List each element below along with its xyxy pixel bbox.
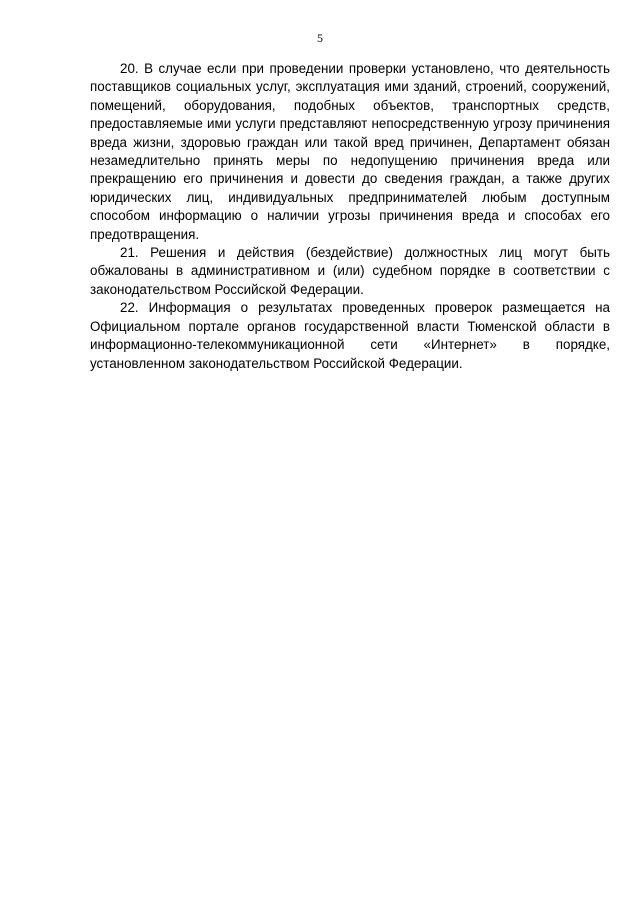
page-number: 5 [317,31,323,45]
paragraph-21: 21. Решения и действия (бездействие) должностных лиц могут быть обжалованы в административном и (или) судебном порядке в соответствии с законодательством Российской Федерации. [90,245,610,297]
paragraph-20: 20. В случае если при проведении проверки установлено, что деятельность поставщиков социальных услуг, эксплуатация ими зданий, строений, сооружений, помещений, оборудования, подобных объектов, транспортных средств, предоставляемые ими услуги представляют непосредственную угрозу причинения вреда жизни, здоровью граждан или такой вред причинен, Департамент обязан незамедлительно принять меры по недопущению причинения вреда или прекращению его причинения и довести до сведения граждан, а также других юридических лиц, индивидуальных предпринимателей любым доступным способом информацию о наличии угрозы причинения вреда и способах его предотвращения. [90,61,610,242]
document-body [90,60,610,373]
paragraph-22: 22. Информация о результатах проведенных проверок размещается на Официальном портале органов государственной власти Тюменской области в информационно-телекоммуникационной сети «Интернет» в порядке, установленном законодательством Российской Федерации. [90,300,610,371]
